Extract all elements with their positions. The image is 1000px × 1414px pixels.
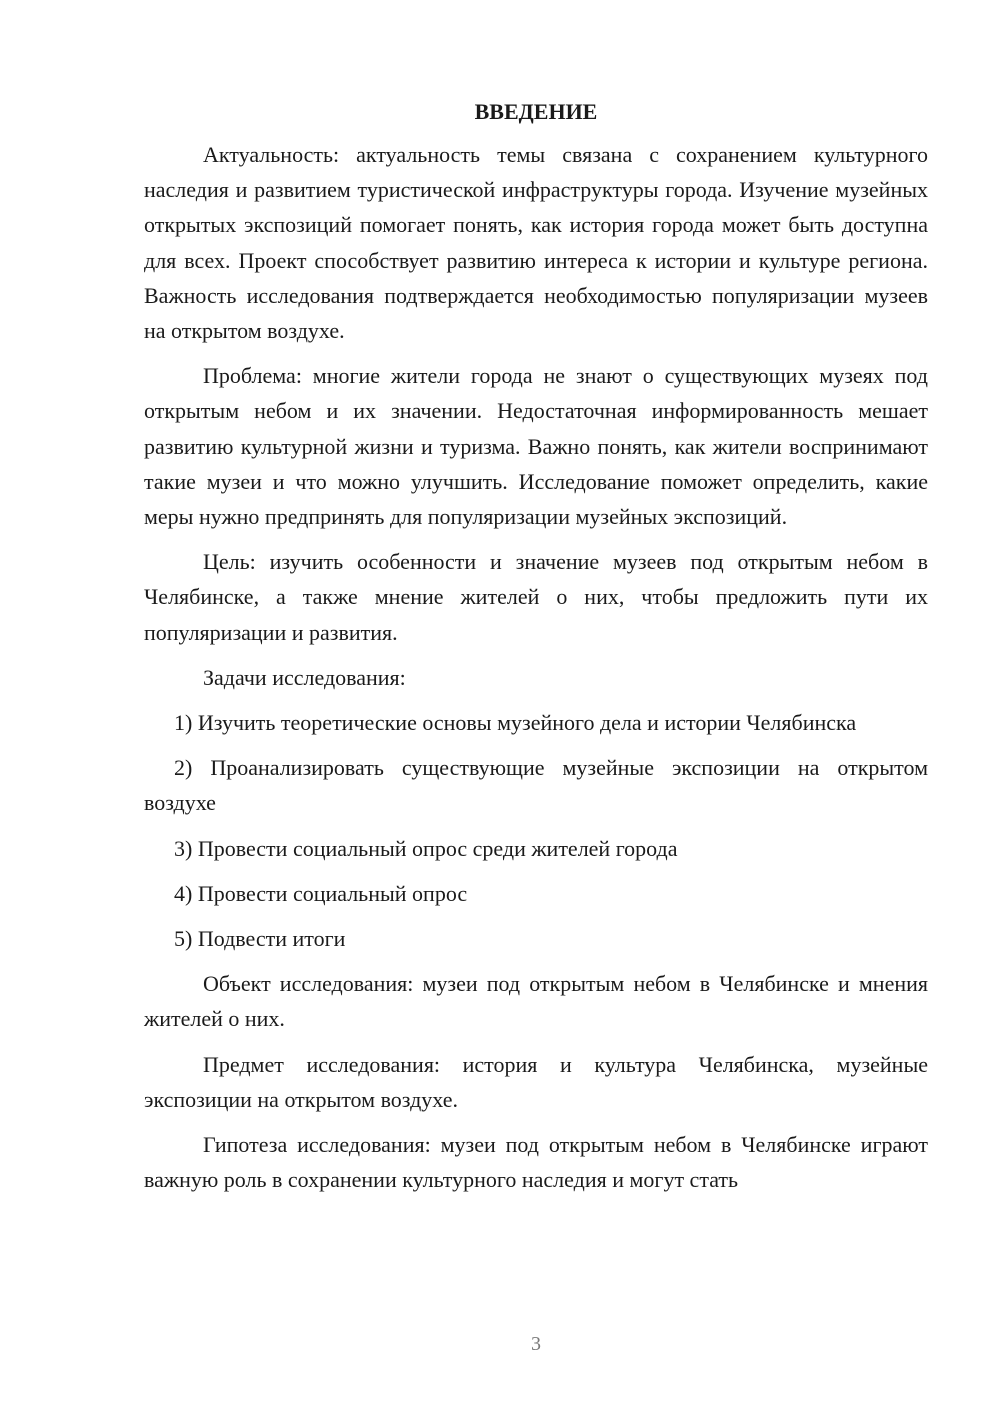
problem-paragraph: Проблема: многие жители города не знают о существующих музеях под открытым небом и их значении. Недостаточная информированность мешает развитию культурной жизни и туризма. Важно понять, как жители воспринимают такие музеи и что можно улучшить. Исследование поможет определить, какие меры нужно предпринять для популяризации музейных экспозиций. bbox=[144, 363, 928, 530]
page-content bbox=[144, 94, 928, 1207]
relevance-paragraph: Актуальность: актуальность темы связана с сохранением культурного наследия и развитием туристической инфраструктуры города. Изучение музейных открытых экспозиций помогает понять, как история города может быть доступна для всех. Проект способствует развитию интереса к истории и культуре региона. Важность исследования подтверждается необходимостью популяризации музеев на открытом воздухе. bbox=[144, 142, 928, 344]
section-heading: ВВЕДЕНИЕ bbox=[474, 99, 598, 124]
task-item: 3) Провести социальный опрос среди жителей города bbox=[174, 835, 678, 861]
task-item: 1) Изучить теоретические основы музейного дела и истории Челябинска bbox=[174, 710, 857, 736]
object-paragraph: Объект исследования: музеи под открытым небом в Челябинске и мнения жителей о них. bbox=[144, 971, 928, 1032]
page-number: 3 bbox=[531, 1333, 541, 1355]
tasks-title: Задачи исследования: bbox=[203, 664, 406, 690]
task-item: 2) Проанализировать существующие музейные экспозиции на открытом воздухе bbox=[144, 755, 928, 816]
goal-paragraph: Цель: изучить особенности и значение музеев под открытым небом в Челябинске, а также мнение жителей о них, чтобы предложить пути их популяризации и развития. bbox=[144, 549, 928, 645]
task-item: 4) Провести социальный опрос bbox=[174, 880, 468, 906]
hypothesis-paragraph: Гипотеза исследования: музеи под открытым небом в Челябинске играют важную роль в сохранении культурного наследия и могут стать bbox=[144, 1132, 928, 1193]
task-item: 5) Подвести итоги bbox=[174, 926, 346, 952]
subject-paragraph: Предмет исследования: история и культура Челябинска, музейные экспозиции на открытом воздухе. bbox=[144, 1051, 928, 1112]
